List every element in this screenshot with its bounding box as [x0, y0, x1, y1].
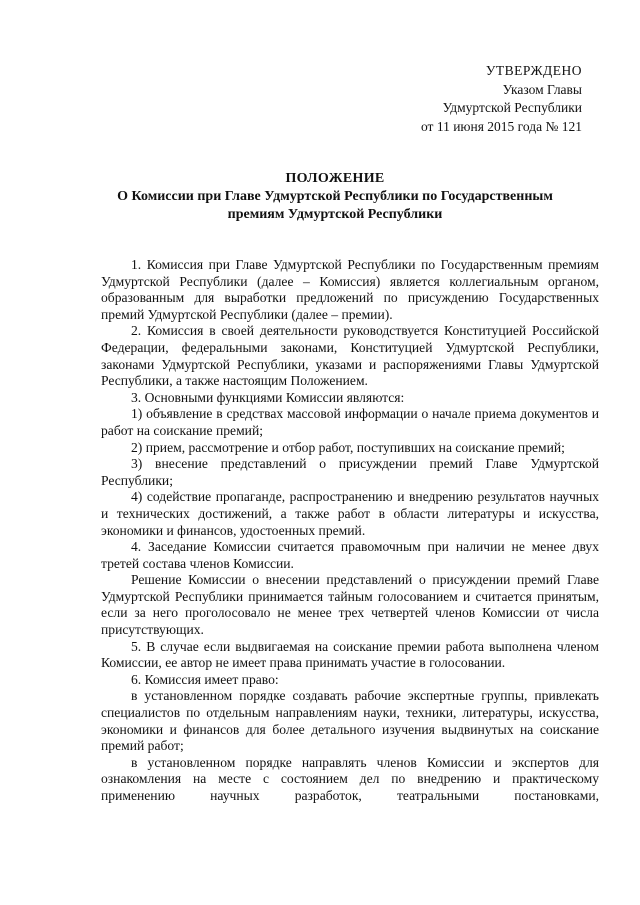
function-item-1: 1) объявление в средствах массовой информации о начале приема документов и работ на соискание премий;	[101, 406, 599, 438]
document-body	[101, 257, 599, 805]
document-title-block	[80, 170, 590, 224]
right-item-1: в установленном порядке создавать рабочие экспертные группы, привлекать специалистов по отдельным направлениям науки, техники, литературы, искусства, экономики и финансов для более детального изучения выдвинутых на соискание премий работ;	[101, 688, 599, 754]
approval-republic: Удмуртской Республики	[442, 100, 582, 115]
document-subtitle-line-1: О Комиссии при Главе Удмуртской Республики по Государственным	[117, 189, 553, 204]
approval-heading: УТВЕРЖДЕНО	[485, 63, 582, 78]
paragraph-4-decision: Решение Комиссии о внесении представлений о присуждении премий Главе Удмуртской Республики принимается тайным голосованием и считается принятым, если за него проголосовало не менее трех четвертей членов Комиссии от числа присутствующих.	[101, 572, 599, 638]
paragraph-6: 6. Комиссия имеет право:	[131, 671, 279, 687]
approval-stamp	[362, 62, 582, 136]
paragraph-1: 1. Комиссия при Главе Удмуртской Республики по Государственным премиям Удмуртской Республики (далее – Комиссия) является коллегиальным органом, образованным для выработки предложений по присуждению Государственных премий Удмуртской Республики (далее – премии).	[101, 257, 599, 322]
paragraph-2: 2. Комиссия в своей деятельности руководствуется Конституцией Российской Федерации, федеральными законами, Конституцией Удмуртской Республики, законами Удмуртской Республики, указами и распоряжениями Главы Удмуртской Республики, а также настоящим Положением.	[101, 323, 599, 389]
paragraph-3: 3. Основными функциями Комиссии являются:	[131, 389, 405, 405]
approval-decree: Указом Главы	[502, 81, 582, 97]
paragraph-5: 5. В случае если выдвигаемая на соискание премии работа выполнена членом Комиссии, ее автор не имеет права принимать участие в голосовании.	[101, 638, 599, 671]
function-item-2: 2) прием, рассмотрение и отбор работ, поступивших на соискание премий;	[131, 439, 565, 455]
paragraph-4: 4. Заседание Комиссии считается правомочным при наличии не менее двух третей состава членов Комиссии.	[101, 539, 599, 571]
right-item-2: в установленном порядке направлять членов Комиссии и экспертов для ознакомления на месте с состоянием дел по внедрению и практическому применению научных разработок, театральными постановками,	[101, 754, 599, 803]
function-item-3: 3) внесение представлений о присуждении премий Главе Удмуртской Республики;	[101, 456, 599, 488]
approval-date: от 11 июня 2015 года № 121	[420, 118, 582, 134]
document-subtitle-line-2: премиям Удмуртской Республики	[227, 207, 443, 222]
function-item-4: 4) содействие пропаганде, распространению и внедрению результатов научных и технических достижений, а также работ в области литературы и искусства, экономики и финансов, удостоенных премий.	[101, 489, 599, 538]
document-title: ПОЛОЖЕНИЕ	[285, 171, 385, 186]
